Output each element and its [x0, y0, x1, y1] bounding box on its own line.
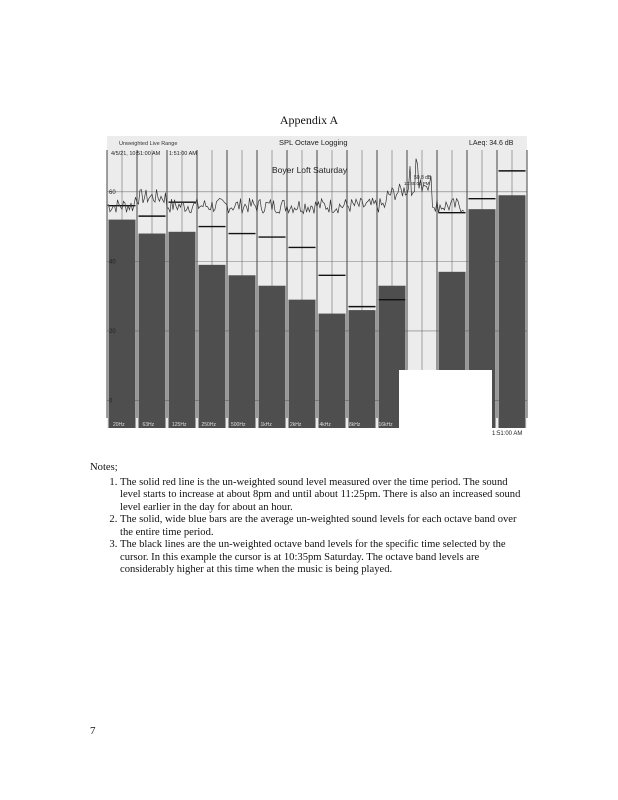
notes-section — [90, 462, 530, 577]
spl-octave-chart — [107, 136, 527, 437]
notes-heading: Notes; — [90, 462, 118, 473]
page-heading: Appendix A — [279, 113, 339, 127]
note-item: 2. The solid, wide blue bars are the average un-weighted sound levels for each octave band over the entire time period. — [120, 514, 530, 539]
y-tick-label: 0 — [109, 398, 113, 405]
band-label: 4kHz — [319, 422, 331, 428]
chart-overlay — [399, 370, 492, 428]
average-level-bar — [169, 232, 196, 428]
note-item: 3. The black lines are the un-weighted octave band levels for the specific time selected by the cursor. In this example the cursor is at 10:35pm Saturday. The octave band levels are considerably higher at this time when the music is being played. — [120, 539, 530, 577]
band-label: 500Hz — [231, 422, 246, 428]
page-number: 7 — [90, 725, 96, 737]
y-tick-label: 20 — [109, 328, 116, 335]
overlay-panel — [399, 370, 492, 428]
time-start: 4/5/21, 10:51:00 AM — [111, 151, 161, 157]
range-label: Unweighted Live Range — [119, 141, 178, 147]
time-end: 1:51:00 AM — [169, 151, 197, 157]
average-level-bar — [499, 195, 526, 428]
band-label: 1kHz — [260, 422, 272, 428]
notes-list — [90, 477, 530, 577]
band-label: 2kHz — [290, 422, 302, 428]
cursor-time: 10:35:00 PM — [404, 181, 430, 186]
average-level-bar — [109, 220, 136, 428]
average-level-bar — [199, 265, 226, 428]
band-label: 16kHz — [378, 422, 393, 428]
average-level-bar — [259, 286, 286, 428]
y-tick-label: 40 — [109, 259, 116, 266]
average-level-bar — [139, 234, 166, 428]
band-label: 63Hz — [142, 422, 155, 428]
cursor-readout: 50.8 dB — [414, 175, 432, 181]
average-level-bar — [319, 314, 346, 428]
band-label: 125Hz — [172, 422, 187, 428]
note-item: 1. The solid red line is the un-weighted sound level measured over the time period. The sound level starts to increase at about 8pm and until about 11:25pm. There is also an increased sound level earlier in the day for about an hour. — [120, 477, 530, 515]
band-label: 250Hz — [201, 422, 216, 428]
band-label: 20Hz — [113, 422, 125, 428]
y-tick-label: 60 — [109, 189, 116, 196]
band-label: 8kHz — [349, 422, 361, 428]
average-level-bar — [229, 275, 256, 428]
average-level-bar — [289, 300, 316, 428]
chart-subtitle: Boyer Loft Saturday — [272, 165, 348, 175]
chart-end-time: 1:51:00 AM — [492, 431, 523, 437]
leq-readout: LAeq: 34.6 dB — [469, 140, 514, 147]
average-level-bar — [349, 310, 376, 428]
chart-header-title: SPL Octave Logging — [279, 138, 348, 147]
